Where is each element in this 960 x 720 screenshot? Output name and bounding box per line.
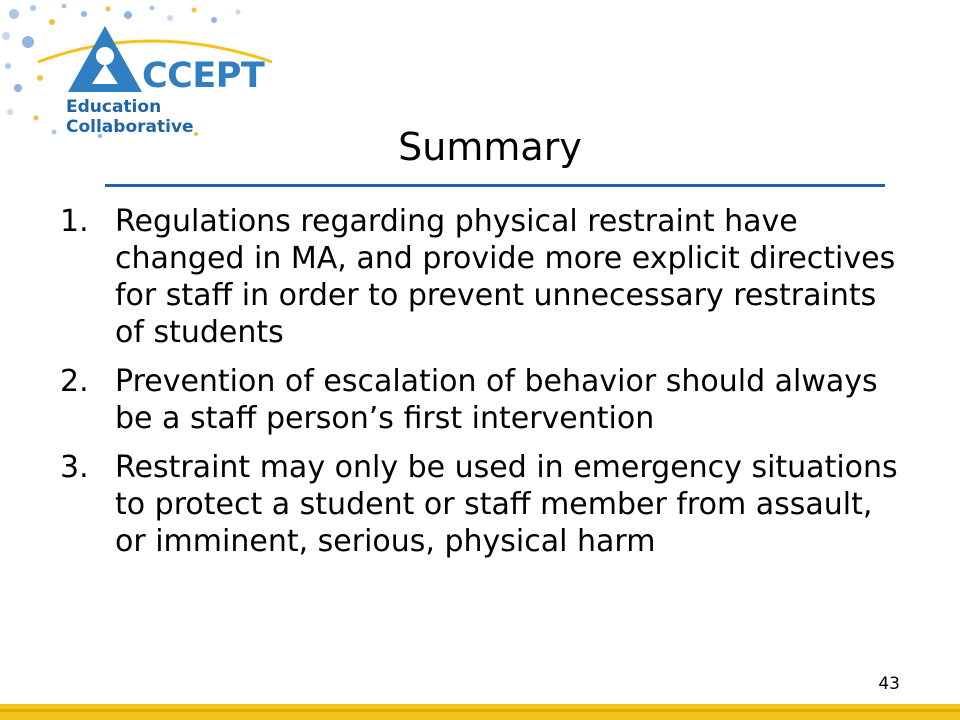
- footer-band-line: [0, 709, 960, 712]
- list-item: [60, 203, 910, 351]
- logo-subtitle: Education Collaborative: [66, 97, 194, 137]
- list-item: [60, 449, 910, 560]
- logo-brand-text: CCEPT: [142, 56, 265, 96]
- list-item: [60, 363, 910, 437]
- list-item-number: 2.: [60, 364, 89, 399]
- list-item-number: 1.: [60, 204, 89, 239]
- list-item-text: Regulations regarding physical restraint have changed in MA, and provide more explicit directives for staff in order to prevent unnecessary restraints of students: [115, 204, 896, 350]
- slide-title: Summary: [398, 125, 582, 169]
- list-item-text: Prevention of escalation of behavior should always be a staff person’s first intervention: [115, 364, 878, 436]
- list-item-text: Restraint may only be used in emergency situations to protect a student or staff member from assault, or imminent, serious, physical harm: [115, 450, 898, 559]
- list-item-number: 3.: [60, 450, 89, 485]
- title-divider: [105, 184, 885, 187]
- accept-logo: [0, 0, 290, 145]
- page-number: 43: [878, 674, 900, 694]
- footer-band: [0, 704, 960, 720]
- summary-list: [60, 203, 910, 572]
